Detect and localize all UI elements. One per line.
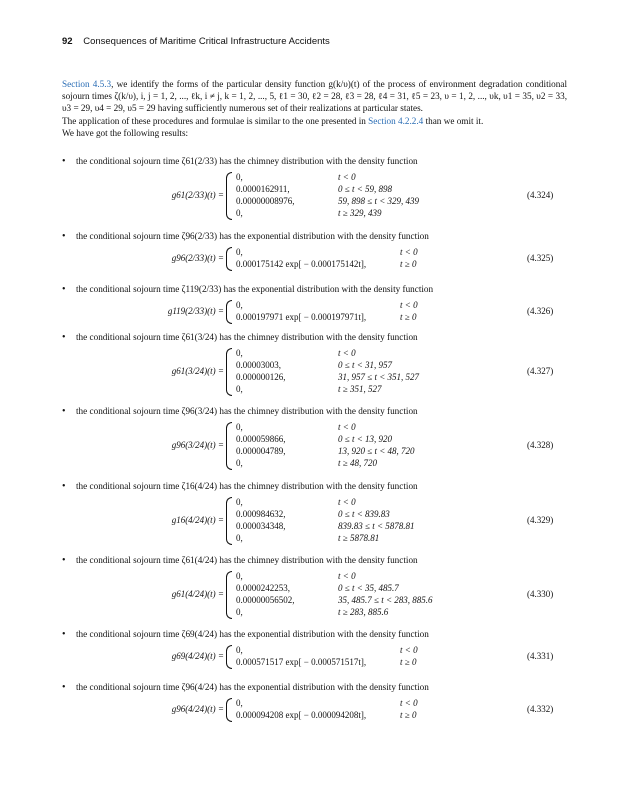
bullet-text: the conditional sojourn time ζ61(4/24) has the chimney distribution with the density function bbox=[76, 555, 418, 565]
equation bbox=[0, 172, 625, 220]
case-value: 0.000059866, bbox=[236, 434, 286, 444]
brace bbox=[226, 247, 232, 271]
bullet-dot: • bbox=[62, 231, 66, 242]
equation bbox=[0, 300, 625, 324]
bullet-item bbox=[62, 629, 429, 640]
section-link-4-5-3[interactable]: Section 4.5.3 bbox=[62, 79, 112, 89]
equation-number: (4.332) bbox=[527, 704, 554, 714]
case-condition: t ≥ 0 bbox=[400, 259, 417, 269]
bullet-item bbox=[62, 156, 418, 167]
equation-lhs: g96(4/24)(t) = bbox=[171, 704, 224, 714]
case-value: 0.00000056502, bbox=[236, 595, 295, 605]
case-condition: t ≥ 5878.81 bbox=[338, 533, 380, 543]
bullet-dot: • bbox=[62, 555, 66, 566]
case-condition: t < 0 bbox=[400, 698, 418, 708]
case-condition: t < 0 bbox=[400, 300, 418, 310]
bullet-dot: • bbox=[62, 481, 66, 492]
equation bbox=[0, 247, 625, 271]
case-condition: 839.83 ≤ t < 5878.81 bbox=[338, 521, 415, 531]
case-value: 0, bbox=[236, 247, 243, 257]
brace bbox=[226, 571, 232, 619]
case-value: 0.000094208 exp[ − 0.000094208t], bbox=[236, 710, 367, 720]
equation-number: (4.325) bbox=[527, 253, 554, 263]
bullet-text: the conditional sojourn time ζ61(3/24) has the chimney distribution with the density function bbox=[76, 332, 418, 342]
equation-number: (4.324) bbox=[527, 190, 554, 200]
equation-lhs: g119(2/33)(t) = bbox=[167, 306, 224, 316]
bullet-item bbox=[62, 406, 418, 417]
case-value: 0, bbox=[236, 300, 243, 310]
brace bbox=[226, 172, 232, 220]
case-value: 0, bbox=[236, 384, 243, 394]
equation-number: (4.329) bbox=[527, 515, 554, 525]
intro-line-2: The application of these procedures and formulae is similar to the one presented in Section 4.2.2.4 than we omit it. bbox=[62, 115, 484, 126]
case-value: 0, bbox=[236, 645, 243, 655]
brace bbox=[226, 348, 232, 396]
brace bbox=[226, 645, 232, 669]
case-condition: t ≥ 283, 885.6 bbox=[338, 607, 389, 617]
brace bbox=[226, 698, 232, 722]
bullet-text: the conditional sojourn time ζ69(4/24) has the exponential distribution with the density function bbox=[76, 629, 429, 639]
bullet-item bbox=[62, 682, 429, 693]
intro-line-3: We have got the following results: bbox=[62, 127, 189, 138]
case-value: 0, bbox=[236, 208, 243, 218]
bullet-dot: • bbox=[62, 682, 66, 693]
case-value: 0, bbox=[236, 422, 243, 432]
case-condition: t < 0 bbox=[338, 422, 356, 432]
bullet-item bbox=[62, 231, 429, 242]
equation-number: (4.330) bbox=[527, 589, 554, 599]
case-value: 0.000034348, bbox=[236, 521, 286, 531]
page-header bbox=[62, 36, 330, 47]
bullet-text: the conditional sojourn time ζ119(2/33) has the exponential distribution with the density function bbox=[76, 284, 434, 294]
brace bbox=[226, 497, 232, 545]
case-condition: 31, 957 ≤ t < 351, 527 bbox=[338, 372, 420, 382]
case-condition: 0 ≤ t < 35, 485.7 bbox=[338, 583, 399, 593]
bullet-text: the conditional sojourn time ζ16(4/24) has the chimney distribution with the density function bbox=[76, 481, 418, 491]
bullet-dot: • bbox=[62, 629, 66, 640]
bullet-item bbox=[62, 555, 418, 566]
equation-number: (4.327) bbox=[527, 366, 554, 376]
equation bbox=[0, 698, 625, 722]
case-condition: t < 0 bbox=[338, 571, 356, 581]
equation-lhs: g61(2/33)(t) = bbox=[171, 190, 224, 200]
case-condition: 0 ≤ t < 13, 920 bbox=[338, 434, 393, 444]
case-condition: t < 0 bbox=[400, 247, 418, 257]
bullet-dot: • bbox=[62, 406, 66, 417]
case-value: 0.000004789, bbox=[236, 446, 286, 456]
running-title: Consequences of Maritime Critical Infrastructure Accidents bbox=[83, 36, 330, 47]
bullet-item bbox=[62, 481, 418, 492]
bullet-item bbox=[62, 332, 418, 343]
equation bbox=[0, 497, 625, 545]
case-condition: t < 0 bbox=[338, 497, 356, 507]
case-condition: 59, 898 ≤ t < 329, 439 bbox=[338, 196, 420, 206]
brace bbox=[226, 300, 232, 324]
bullet-text: the conditional sojourn time ζ96(2/33) has the exponential distribution with the density function bbox=[76, 231, 429, 241]
case-value: 0.000571517 exp[ − 0.000571517t], bbox=[236, 657, 367, 667]
case-condition: t ≥ 329, 439 bbox=[338, 208, 382, 218]
case-condition: 0 ≤ t < 839.83 bbox=[338, 509, 390, 519]
case-condition: t < 0 bbox=[400, 645, 418, 655]
case-condition: t ≥ 48, 720 bbox=[338, 458, 377, 468]
case-value: 0, bbox=[236, 533, 243, 543]
equation bbox=[0, 645, 625, 669]
case-value: 0, bbox=[236, 607, 243, 617]
bullet-dot: • bbox=[62, 332, 66, 343]
case-condition: 0 ≤ t < 59, 898 bbox=[338, 184, 393, 194]
case-value: 0, bbox=[236, 497, 243, 507]
case-value: 0.000175142 exp[ − 0.000175142t], bbox=[236, 259, 367, 269]
equation-lhs: g96(3/24)(t) = bbox=[171, 440, 224, 450]
case-value: 0, bbox=[236, 698, 243, 708]
case-value: 0, bbox=[236, 348, 243, 358]
intro-paragraph bbox=[62, 78, 567, 139]
equation-lhs: g61(3/24)(t) = bbox=[171, 366, 224, 376]
bullet-text: the conditional sojourn time ζ61(2/33) has the chimney distribution with the density function bbox=[76, 156, 418, 166]
section-link-4-2-2-4[interactable]: Section 4.2.2.4 bbox=[368, 115, 424, 126]
case-condition: t ≥ 0 bbox=[400, 312, 417, 322]
case-condition: t < 0 bbox=[338, 172, 356, 182]
equation-number: (4.326) bbox=[527, 306, 554, 316]
case-condition: 35, 485.7 ≤ t < 283, 885.6 bbox=[338, 595, 433, 605]
equation-lhs: g69(4/24)(t) = bbox=[171, 651, 224, 661]
case-value: 0.00003003, bbox=[236, 360, 281, 370]
bullet-text: the conditional sojourn time ζ96(4/24) has the exponential distribution with the density function bbox=[76, 682, 429, 692]
case-value: 0.00000008976, bbox=[236, 196, 295, 206]
case-condition: t ≥ 351, 527 bbox=[338, 384, 382, 394]
case-condition: 0 ≤ t < 31, 957 bbox=[338, 360, 393, 370]
case-value: 0, bbox=[236, 571, 243, 581]
equation-lhs: g96(2/33)(t) = bbox=[171, 253, 224, 263]
bullet-text: the conditional sojourn time ζ96(3/24) has the chimney distribution with the density function bbox=[76, 406, 418, 416]
case-condition: t ≥ 0 bbox=[400, 710, 417, 720]
bullet-dot: • bbox=[62, 156, 66, 167]
case-value: 0.000000126, bbox=[236, 372, 286, 382]
bullet-item bbox=[62, 284, 433, 295]
equation-lhs: g16(4/24)(t) = bbox=[171, 515, 224, 525]
equation-lhs: g61(4/24)(t) = bbox=[171, 589, 224, 599]
case-condition: t ≥ 0 bbox=[400, 657, 417, 667]
equation bbox=[0, 348, 625, 396]
bullet-dot: • bbox=[62, 284, 66, 295]
page-number: 92 bbox=[62, 36, 73, 47]
intro-line-1: Section 4.5.3, we identify the forms of the particular density function g(k/υ)(t) of the process of environment degradation conditional sojourn times ζ(k/υ), i, j = 1, 2, ..., ℓk, i ≠ j, k = 1, 2, ..., 5, ℓ1 = 30, ℓ2 = 28, ℓ3 = 28, ℓ4 = 31, ℓ5 = 23, υ = 1, 2, ..., υk, υ1 = 35, υ2 = 33, υ3 = 29, υ4 = 29, υ5 = 29 having sufficiently numerous set of their realizations at particular states. bbox=[62, 79, 568, 114]
brace bbox=[226, 422, 232, 470]
case-value: 0.000197971 exp[ − 0.000197971t], bbox=[236, 312, 367, 322]
case-condition: t < 0 bbox=[338, 348, 356, 358]
case-condition: 13, 920 ≤ t < 48, 720 bbox=[338, 446, 415, 456]
case-value: 0, bbox=[236, 458, 243, 468]
case-value: 0.000984632, bbox=[236, 509, 286, 519]
equation bbox=[0, 571, 625, 619]
case-value: 0.0000242253, bbox=[236, 583, 290, 593]
equation bbox=[0, 422, 625, 470]
equation-number: (4.331) bbox=[527, 651, 554, 661]
case-value: 0, bbox=[236, 172, 243, 182]
equation-number: (4.328) bbox=[527, 440, 554, 450]
case-value: 0.0000162911, bbox=[236, 184, 290, 194]
